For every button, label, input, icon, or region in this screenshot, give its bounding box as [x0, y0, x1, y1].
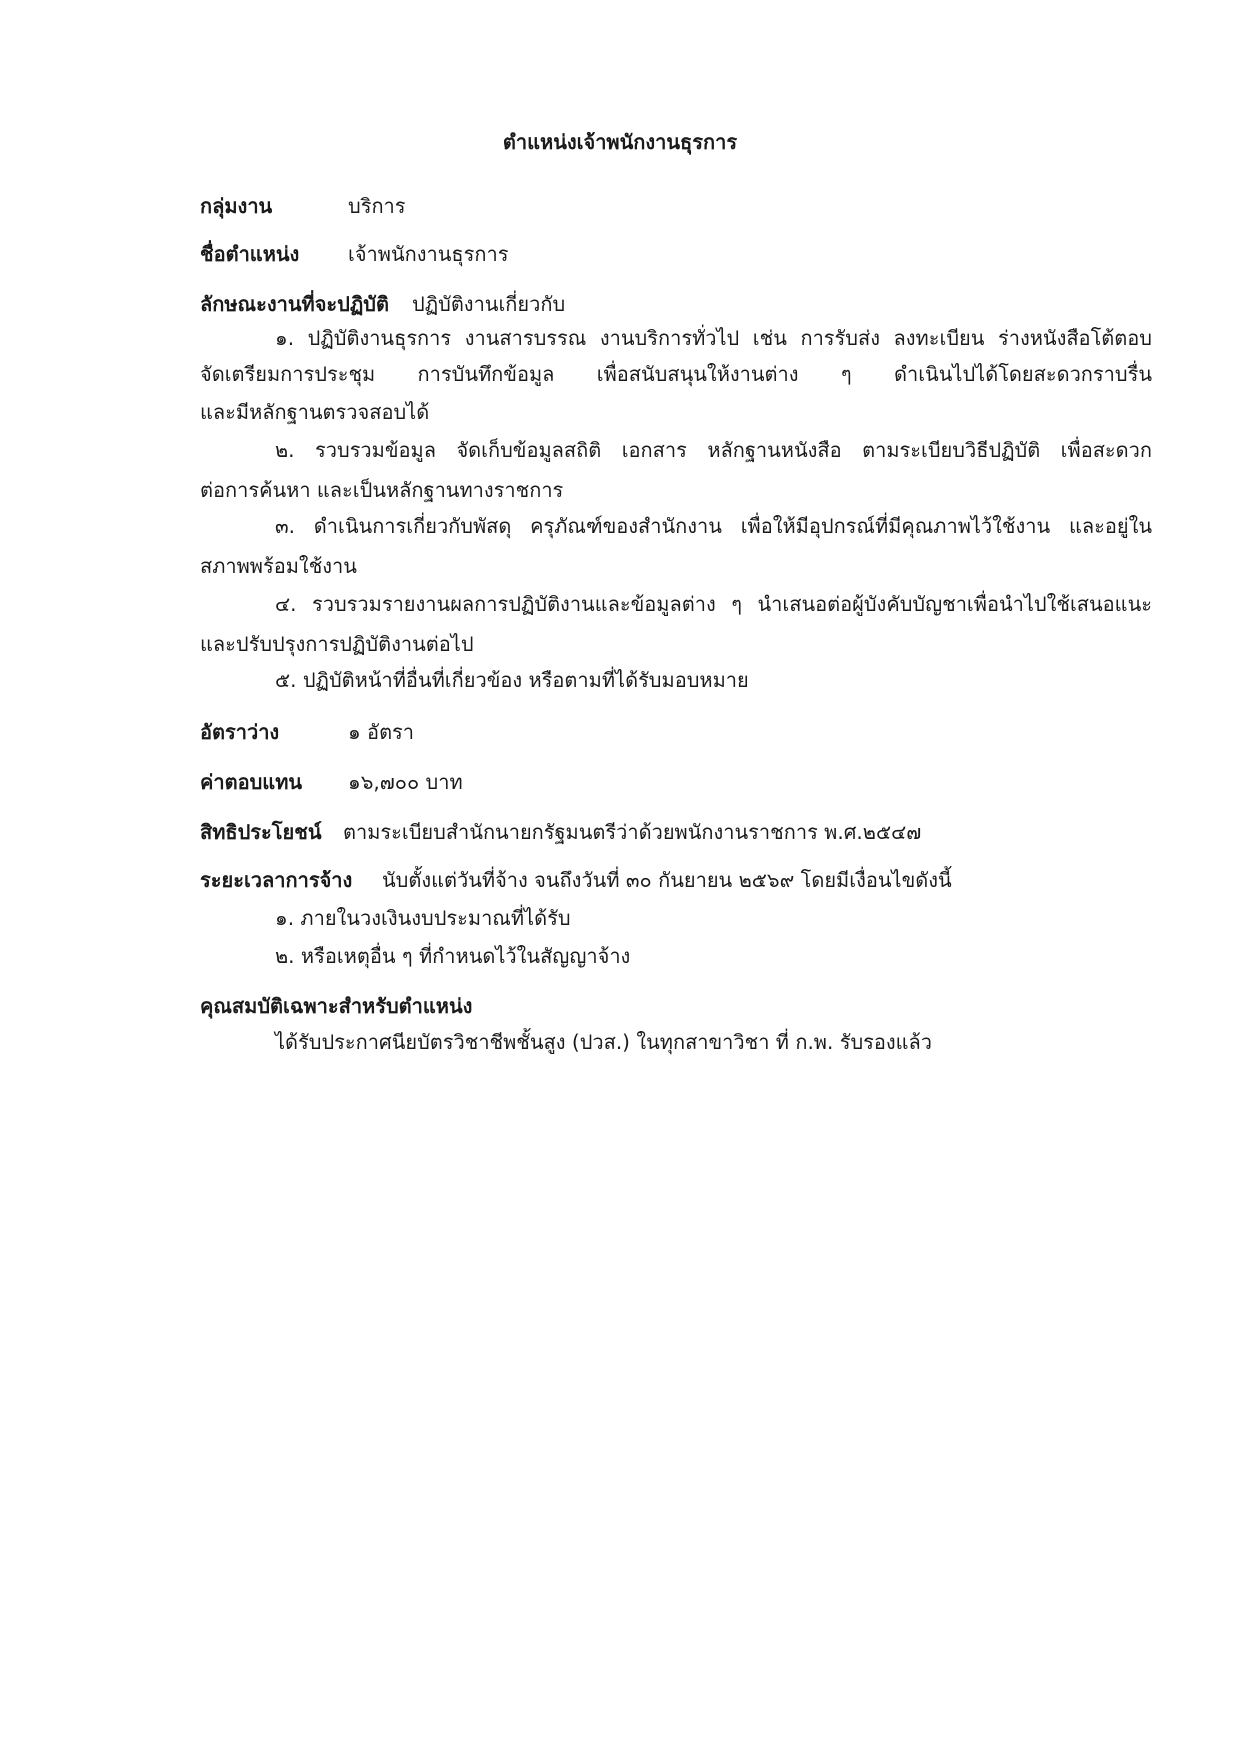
duties-label: ลักษณะงานที่จะปฏิบัติ — [200, 292, 389, 316]
duties-value: ปฏิบัติงานเกี่ยวกับ — [412, 292, 566, 316]
duty-1-line-1: ๑. ปฏิบัติงานธุรการ งานสารบรรณ งานบริการทั่วไป เช่น การรับส่ง ลงทะเบียน ร่างหนังสือโต้ตอบ — [275, 326, 1152, 350]
duty-4-line-1: ๔. รวบรวมรายงานผลการปฏิบัติงานและข้อมูลต่าง ๆ นำเสนอต่อผู้บังคับบัญชาเพื่อนำไปใช้เสนอแนะ — [275, 592, 1152, 616]
salary-label: ค่าตอบแทน — [200, 770, 303, 794]
position-value: เจ้าพนักงานธุรการ — [348, 242, 509, 266]
duty-2-line-2: ต่อการค้นหา และเป็นหลักฐานทางราชการ — [200, 478, 564, 502]
period-label: ระยะเวลาการจ้าง — [200, 868, 353, 892]
benefits-value: ตามระเบียบสำนักนายกรัฐมนตรีว่าด้วยพนักงานราชการ พ.ศ.๒๕๔๗ — [343, 820, 922, 844]
period-value: นับตั้งแต่วันที่จ้าง จนถึงวันที่ ๓๐ กันยายน ๒๕๖๙ โดยมีเงื่อนไขดังนี้ — [382, 868, 952, 892]
group-label: กลุ่มงาน — [200, 194, 273, 218]
duty-1-line-2: จัดเตรียมการประชุม การบันทึกข้อมูล เพื่อสนับสนุนให้งานต่าง ๆ ดำเนินไปได้โดยสะดวกราบรื่น — [200, 362, 1152, 386]
duty-3-line-1: ๓. ดำเนินการเกี่ยวกับพัสดุ ครุภัณฑ์ของสำนักงาน เพื่อให้มีอุปกรณ์ที่มีคุณภาพไว้ใช้งาน และอยู่ใน — [275, 514, 1152, 538]
vacancy-value: ๑ อัตรา — [348, 720, 415, 744]
salary-value: ๑๖,๗๐๐ บาท — [348, 770, 463, 794]
benefits-label: สิทธิประโยชน์ — [200, 820, 322, 844]
qualification-value: ได้รับประกาศนียบัตรวิชาชีพชั้นสูง (ปวส.) ในทุกสาขาวิชา ที่ ก.พ. รับรองแล้ว — [275, 1030, 933, 1054]
page-title: ตำแหน่งเจ้าพนักงานธุรการ — [502, 130, 738, 154]
duty-4-line-2: และปรับปรุงการปฏิบัติงานต่อไป — [200, 632, 474, 656]
position-label: ชื่อตำแหน่ง — [200, 242, 300, 266]
condition-2: ๒. หรือเหตุอื่น ๆ ที่กำหนดไว้ในสัญญาจ้าง — [275, 944, 631, 968]
duty-2-line-1: ๒. รวบรวมข้อมูล จัดเก็บข้อมูลสถิติ เอกสาร หลักฐานหนังสือ ตามระเบียบวิธีปฏิบัติ เพื่อสะดวก — [275, 438, 1152, 462]
duty-1-line-3: และมีหลักฐานตรวจสอบได้ — [200, 400, 430, 424]
condition-1: ๑. ภายในวงเงินงบประมาณที่ได้รับ — [275, 906, 571, 930]
qualification-label: คุณสมบัติเฉพาะสำหรับตำแหน่ง — [200, 994, 473, 1018]
group-value: บริการ — [348, 194, 406, 218]
duty-3-line-2: สภาพพร้อมใช้งาน — [200, 554, 357, 578]
vacancy-label: อัตราว่าง — [200, 720, 280, 744]
duty-5-line-1: ๕. ปฏิบัติหน้าที่อื่นที่เกี่ยวข้อง หรือตามที่ได้รับมอบหมาย — [275, 668, 749, 692]
